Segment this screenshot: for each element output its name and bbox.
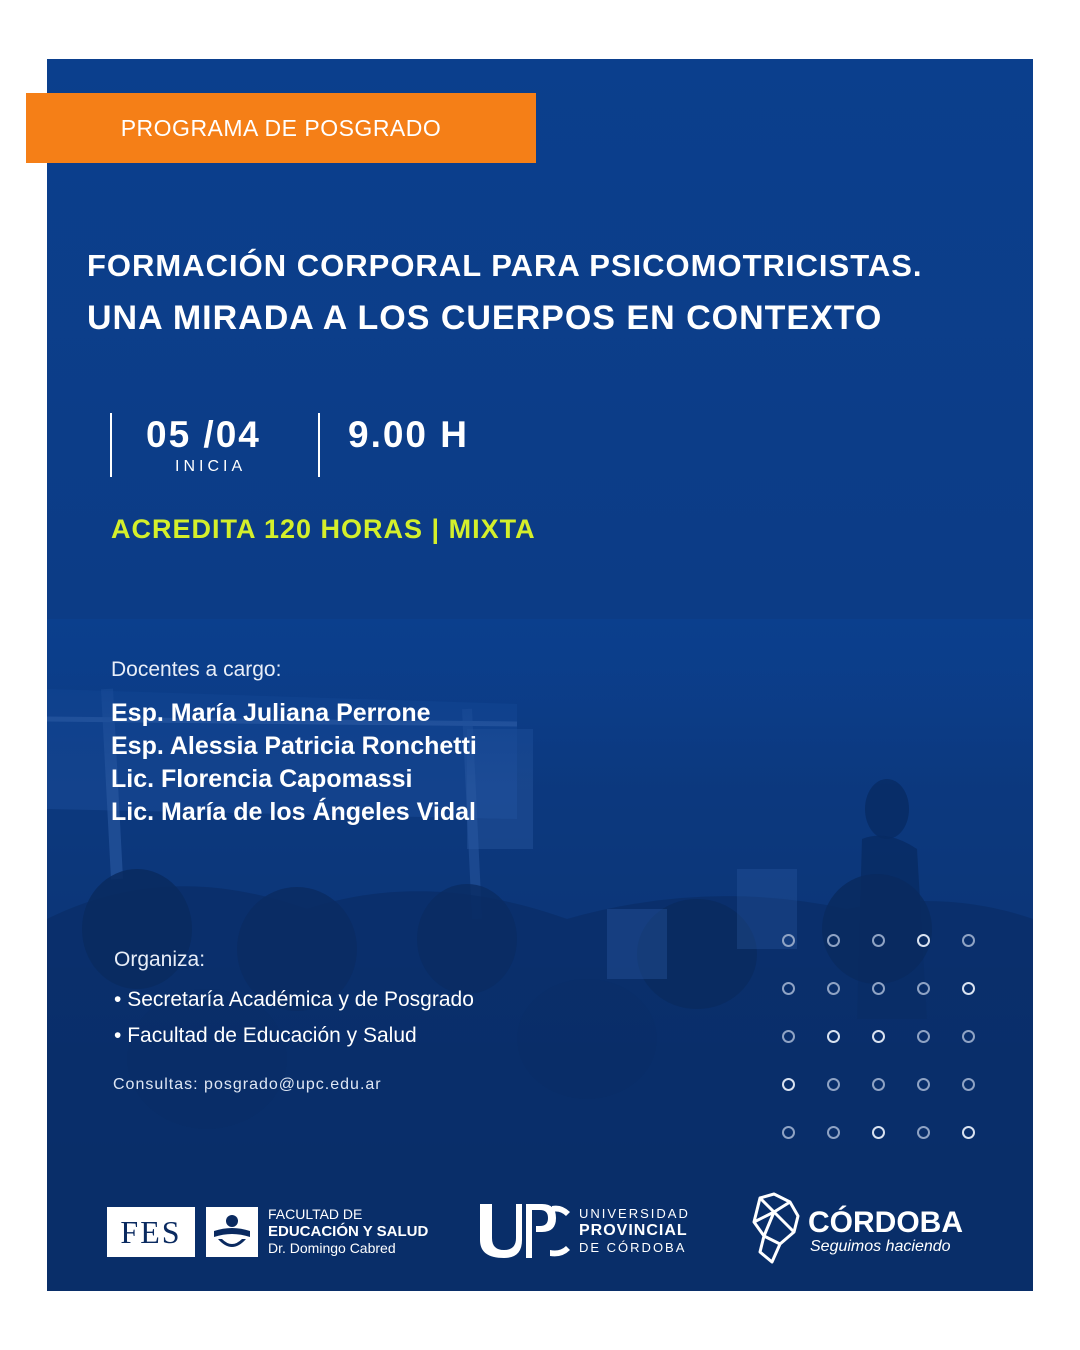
course-title-line2: UNA MIRADA A LOS CUERPOS EN CONTEXTO: [87, 299, 883, 337]
fes-name-line2: EDUCACIÓN Y SALUD: [268, 1223, 429, 1240]
upc-name-line3: DE CÓRDOBA: [579, 1240, 687, 1255]
teachers-label: Docentes a cargo:: [111, 658, 282, 681]
contact-email[interactable]: Consultas: posgrado@upc.edu.ar: [113, 1076, 382, 1093]
teacher-name: Esp. María Juliana Perrone: [111, 699, 431, 727]
upc-name-line2: PROVINCIAL: [579, 1222, 688, 1239]
divider-left: [110, 413, 112, 477]
course-title: [87, 240, 923, 344]
upc-logo-icon: [476, 1200, 572, 1260]
upc-name-line1: UNIVERSIDAD: [579, 1206, 690, 1221]
teacher-name: Lic. Florencia Capomassi: [111, 765, 413, 793]
accreditation-info: ACREDITA 120 HORAS | MIXTA: [111, 514, 536, 544]
organizer-item: • Facultad de Educación y Salud: [114, 1018, 474, 1054]
program-tag: PROGRAMA DE POSGRADO: [26, 93, 536, 163]
cordoba-name: CÓRDOBA: [808, 1206, 963, 1239]
fes-name-line1: FACULTAD DE: [268, 1206, 363, 1222]
fes-name: [268, 1206, 428, 1257]
decorative-dot-grid: [780, 932, 976, 1142]
organizers-label: Organiza:: [114, 948, 206, 971]
cordoba-slogan: Seguimos haciendo: [810, 1238, 951, 1255]
start-date-caption: INICIA: [175, 458, 247, 475]
organizers-list: [114, 982, 474, 1054]
fes-emblem-icon: [206, 1207, 258, 1257]
cordoba-map-icon: [750, 1192, 802, 1266]
start-time: 9.00 H: [348, 414, 470, 455]
organizer-item: • Secretaría Académica y de Posgrado: [114, 982, 474, 1018]
teachers-list: [111, 697, 477, 829]
divider-middle: [318, 413, 320, 477]
start-date: 05 /04: [146, 414, 261, 455]
course-title-line1: FORMACIÓN CORPORAL PARA PSICOMOTRICISTAS.: [87, 248, 923, 283]
teacher-name: Lic. María de los Ángeles Vidal: [111, 798, 476, 826]
fes-name-line3: Dr. Domingo Cabred: [268, 1240, 396, 1256]
teacher-name: Esp. Alessia Patricia Ronchetti: [111, 732, 477, 760]
fes-logo: FES: [107, 1207, 195, 1257]
upc-name: [579, 1205, 690, 1256]
